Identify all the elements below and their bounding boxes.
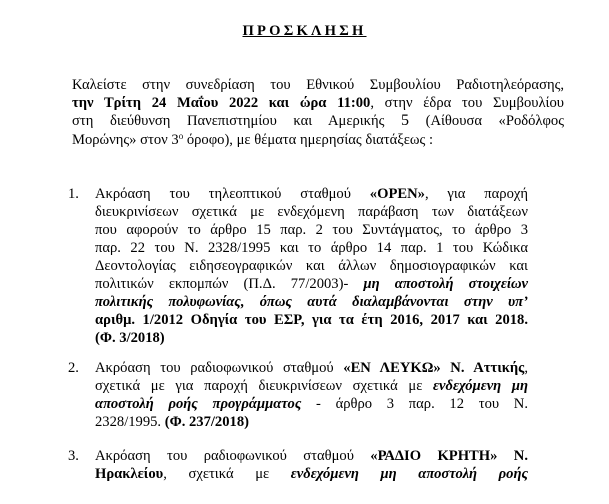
item-line [95, 395, 528, 413]
item-line: παρ. 22 του Ν. 2328/1995 και το άρθρο 14 παρ. 1 του Κώδικα [95, 240, 528, 256]
invitation-paragraph [72, 76, 564, 149]
agenda-item-3 [68, 447, 528, 483]
street-number: 5 [401, 112, 410, 130]
item-text: Ακρόαση του ραδιοφωνικού σταθμού [95, 448, 371, 464]
item-text: Ακρόαση του ραδιοφωνικού σταθμού [95, 360, 344, 376]
station-name: «OPEN» [369, 186, 425, 202]
intro-text: στη διεύθυνση Πανεπιστημίου και Αμερικής [72, 113, 402, 130]
item-line: Δεοντολογίας ειδησεογραφικών και άλλων δημοσιογραφικών και [95, 258, 528, 274]
item-line [95, 465, 528, 483]
item-text: , για παροχή [424, 186, 528, 202]
item-text: , [524, 360, 528, 376]
item-line [95, 311, 528, 329]
station-name: «ΕΝ ΛΕΥΚΩ» Ν. Αττικής [343, 360, 525, 376]
emphasis-text: αριθμ. 1/2012 Οδηγία του ΕΣΡ, για τα έτη 2016, 2017 και 2018. [95, 312, 528, 328]
file-reference: (Φ. 237/2018) [164, 414, 249, 430]
intro-line [72, 94, 564, 112]
emphasis-text: ενδεχόμενη μη [433, 378, 528, 394]
item-number: 1. [68, 186, 79, 202]
file-reference: (Φ. 3/2018) [95, 330, 165, 346]
intro-line [72, 131, 564, 149]
item-line: πολιτικής πολυφωνίας, όπως αυτά διαλαμβάνονται στην υπ’ [95, 294, 528, 310]
intro-line [72, 76, 564, 94]
item-line [95, 329, 528, 347]
item-number: 3. [68, 448, 79, 464]
agenda-item-1 [68, 185, 528, 347]
document-title: ΠΡΟΣΚΛΗΣΗ [242, 23, 367, 39]
agenda-item-2 [68, 359, 528, 431]
intro-text: , στην έδρα του Συμβουλίου [370, 95, 564, 112]
ordinal-superscript: ο [178, 130, 184, 141]
item-line [95, 275, 528, 293]
item-text: - άρθρο 3 παρ. 12 του Ν. [301, 396, 528, 412]
intro-text: Καλείστε στην συνεδρίαση του Εθνικού Συμβουλίου Ραδιοτηλεόρασης, [72, 77, 564, 93]
item-line [95, 377, 528, 395]
item-number: 2. [68, 360, 79, 376]
meeting-date-time: την Τρίτη 24 Μαΐου 2022 και ώρα 11:00 [72, 95, 371, 112]
item-text: 2328/1995. [95, 414, 165, 430]
emphasis-text: μη αποστολή στοιχείων [363, 276, 528, 292]
item-text: πολιτικών εκπομπών (Π.Δ. 77/2003)- [95, 276, 364, 292]
intro-line [72, 112, 564, 130]
intro-text: όροφο), με θέματα ημερησίας διατάξεως : [183, 131, 433, 148]
item-text: σχετικά με για παροχή διευκρινίσεων σχετικά με [95, 378, 434, 394]
emphasis-text: ενδεχόμενη μη αποστολή ροής [290, 466, 528, 482]
station-name: «ΡΑΔΙΟ ΚΡΗΤΗ» Ν. [370, 448, 528, 464]
station-location: Ηρακλείου [95, 466, 164, 482]
item-text: Ακρόαση του τηλεοπτικού σταθμού [95, 186, 370, 202]
item-text: , σχετικά με [163, 466, 291, 482]
emphasis-text: αποστολή ροής προγράμματος [95, 396, 302, 412]
item-line [95, 359, 528, 377]
item-line: που αφορούν το άρθρο 15 παρ. 2 του Συντάγματος, το άρθρο 3 [95, 222, 528, 238]
intro-text: (Αίθουσα «Ροδόλφος [409, 113, 564, 130]
item-line [95, 447, 528, 465]
item-line [95, 413, 528, 431]
item-line: διευκρινίσεων σχετικά με ενδεχόμενη παράβαση των διατάξεων [95, 204, 528, 220]
intro-text: Μορώνης» στον 3 [72, 131, 179, 148]
item-line [95, 185, 528, 203]
